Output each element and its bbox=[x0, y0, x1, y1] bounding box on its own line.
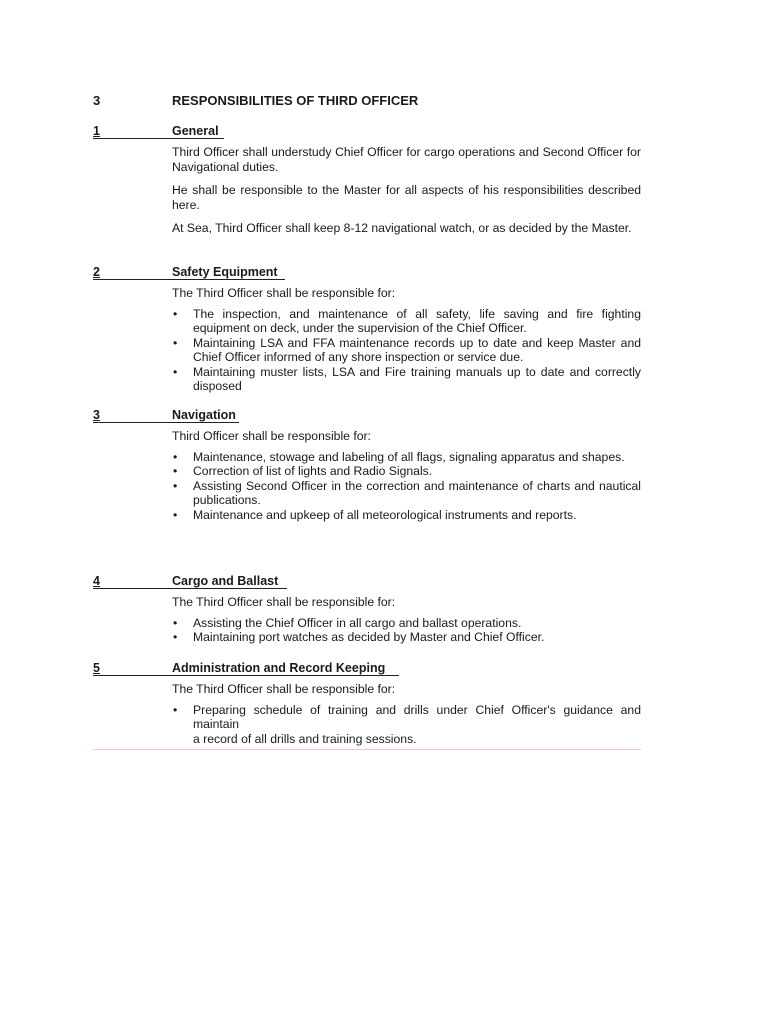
section-number: 5 bbox=[93, 661, 100, 675]
section-body bbox=[172, 595, 641, 645]
document-page bbox=[93, 0, 641, 1024]
section-title: Safety Equipment bbox=[172, 265, 278, 279]
section-lead: The Third Officer shall be responsible for: bbox=[172, 682, 396, 696]
bullet-icon: • bbox=[173, 364, 178, 379]
list-item-text: The inspection, and maintenance of all safety, life saving and fire fighting equipment on deck, under the supervision of the Chief Officer. bbox=[193, 306, 641, 335]
bullet-list bbox=[172, 703, 641, 747]
heading-underline bbox=[93, 422, 239, 423]
list-item-text: Maintenance and upkeep of all meteorological instruments and reports. bbox=[193, 507, 577, 522]
bullet-icon: • bbox=[173, 615, 178, 630]
list-item bbox=[172, 630, 641, 645]
list-item bbox=[172, 336, 641, 365]
section-title: General bbox=[172, 124, 219, 138]
list-item bbox=[172, 307, 641, 336]
section-number: 2 bbox=[93, 265, 100, 279]
section-body bbox=[172, 682, 641, 746]
bullet-icon: • bbox=[173, 702, 178, 717]
section-number: 4 bbox=[93, 574, 100, 588]
chapter-number: 3 bbox=[93, 93, 101, 108]
section-title: Navigation bbox=[172, 408, 236, 422]
chapter-title: RESPONSIBILITIES OF THIRD OFFICER bbox=[172, 93, 419, 108]
bullet-icon: • bbox=[173, 507, 178, 522]
heading-underline bbox=[93, 675, 399, 676]
section-body bbox=[172, 429, 641, 522]
list-item bbox=[172, 464, 641, 479]
section-header bbox=[93, 124, 641, 141]
heading-underline bbox=[93, 138, 224, 139]
section-cargo-and-ballast bbox=[93, 574, 641, 645]
section-body bbox=[172, 145, 641, 236]
section-lead: The Third Officer shall be responsible for: bbox=[172, 595, 396, 609]
section-header bbox=[93, 408, 641, 425]
list-item-text: Maintaining LSA and FFA maintenance records up to date and keep Master and Chief Officer informed of any shore inspection or service due. bbox=[193, 335, 641, 364]
section-title: Cargo and Ballast bbox=[172, 574, 279, 588]
list-item-text: Preparing schedule of training and drills under Chief Officer's guidance and maintain bbox=[193, 702, 641, 731]
paragraph: Third Officer shall understudy Chief Officer for cargo operations and Second Officer for Navigational duties. bbox=[172, 145, 641, 174]
section-body bbox=[172, 286, 641, 394]
list-item-text: Maintaining port watches as decided by Master and Chief Officer. bbox=[193, 630, 545, 644]
section-title: Administration and Record Keeping bbox=[172, 661, 386, 675]
section-number: 1 bbox=[93, 124, 100, 138]
bullet-list bbox=[172, 307, 641, 394]
list-item-text: Assisting Second Officer in the correction and maintenance of charts and nautical publications. bbox=[193, 478, 641, 507]
section-navigation bbox=[93, 408, 641, 522]
list-item bbox=[172, 365, 641, 394]
bullet-icon: • bbox=[173, 464, 178, 478]
bullet-icon: • bbox=[173, 478, 178, 493]
bullet-icon: • bbox=[173, 630, 178, 644]
section-lead: Third Officer shall be responsible for: bbox=[172, 429, 371, 443]
paragraph: At Sea, Third Officer shall keep 8-12 navigational watch, or as decided by the Master. bbox=[172, 221, 632, 235]
section-administration bbox=[93, 661, 641, 746]
section-header bbox=[93, 661, 641, 678]
bullet-list bbox=[172, 616, 641, 645]
heading-underline bbox=[93, 279, 285, 280]
list-item-continuation: a record of all drills and training sessions. bbox=[193, 731, 417, 746]
section-general bbox=[93, 124, 641, 245]
list-item bbox=[172, 703, 641, 747]
list-item bbox=[172, 616, 641, 631]
section-lead: The Third Officer shall be responsible for: bbox=[172, 286, 396, 300]
paragraph: He shall be responsible to the Master for all aspects of his responsibilities described here. bbox=[172, 183, 641, 212]
list-item bbox=[172, 508, 641, 523]
list-item bbox=[172, 450, 641, 465]
section-header bbox=[93, 574, 641, 591]
heading-underline bbox=[93, 588, 287, 589]
section-number: 3 bbox=[93, 408, 100, 422]
list-item-text: Correction of list of lights and Radio Signals. bbox=[193, 464, 433, 478]
list-item-text: Maintenance, stowage and labeling of all flags, signaling apparatus and shapes. bbox=[193, 449, 625, 464]
list-item-text: Assisting the Chief Officer in all cargo and ballast operations. bbox=[193, 615, 522, 630]
list-item-text: Maintaining muster lists, LSA and Fire training manuals up to date and correctly disposed bbox=[193, 364, 641, 393]
section-safety-equipment bbox=[93, 265, 641, 394]
section-header bbox=[93, 265, 641, 282]
list-item bbox=[172, 479, 641, 508]
bullet-icon: • bbox=[173, 449, 178, 464]
bullet-list bbox=[172, 450, 641, 523]
page-divider bbox=[93, 749, 641, 750]
bullet-icon: • bbox=[173, 306, 178, 321]
bullet-icon: • bbox=[173, 335, 178, 350]
